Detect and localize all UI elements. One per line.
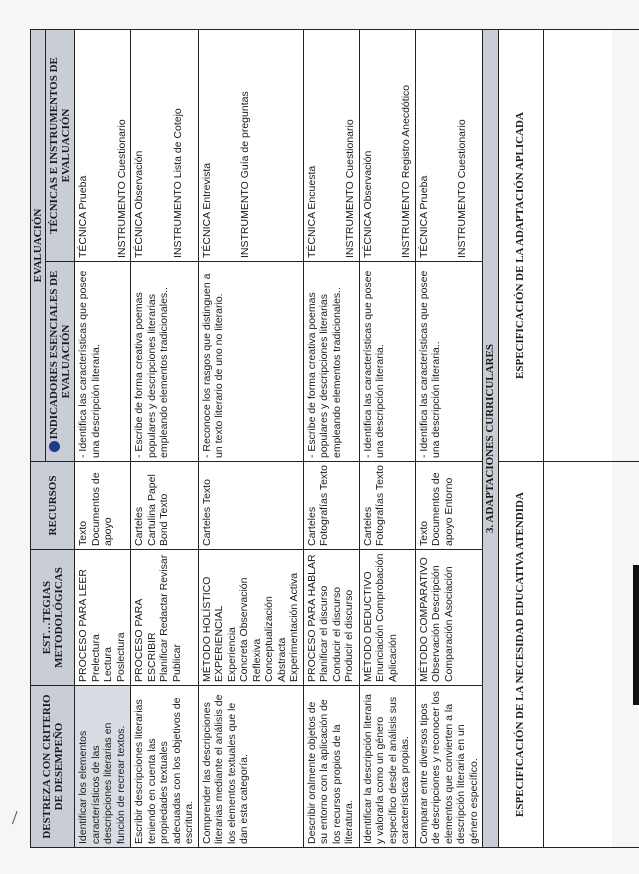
estrategia-line: Concreta Observación Reflexiva bbox=[238, 577, 263, 682]
destreza-cell: Comparar entre diversos tipos de descripciones y reconocer los elementos que convierten a la descripción literaria en un género específico. bbox=[415, 686, 483, 848]
adaptacion-cell bbox=[543, 29, 639, 461]
tecnica-label: TÉCNICA Prueba bbox=[77, 175, 89, 258]
estrategia-line: Prelectura bbox=[89, 634, 102, 682]
header-recursos: RECURSOS bbox=[31, 462, 75, 550]
recursos-cell: Carteles Fotografías Texto bbox=[303, 462, 359, 550]
indicadores-cell: - Escribe de forma creativa poemas populares y descripciones literarias empleando elementos tradicionales.. bbox=[131, 262, 199, 462]
adaptaciones-title: 3. ADAPTACIONES CURRICULARES bbox=[483, 29, 499, 847]
estrategia-line: Experimentación Activa bbox=[288, 572, 300, 682]
necesidad-cell bbox=[543, 462, 639, 848]
estrategia-line: PROCESO PARA LEER bbox=[77, 568, 89, 682]
estrategia-line: Poslectura bbox=[114, 632, 127, 682]
instrumento-label: INSTRUMENTO Lista de Cotejo bbox=[171, 108, 184, 258]
instrumento-label: INSTRUMENTO Cuestionario bbox=[456, 119, 468, 258]
destreza-cell: Escribir descripciones literarias teniendo en cuenta las propiedades textuales adecuadas con los objetivos de escritura. bbox=[131, 686, 199, 848]
table-row bbox=[131, 29, 199, 847]
table-row bbox=[303, 29, 359, 847]
spacer bbox=[213, 33, 239, 258]
destreza-cell: Identificar la descripción literaria y valorarla como un género específico desde el análisis sus características propias. bbox=[359, 686, 415, 848]
estrategias-cell bbox=[131, 550, 199, 686]
tecnica-label: TÉCNICA Observación bbox=[361, 150, 374, 258]
estrategia-line: Planificar el discurso Conducir el discurso Producir el discurso bbox=[318, 585, 355, 682]
estrategia-line: Enunciación Comprobación bbox=[374, 553, 386, 682]
spacer bbox=[318, 33, 344, 258]
spacer bbox=[374, 33, 400, 258]
header-indicadores-label: INDICADORES ESENCIALES DE EVALUACIÓN bbox=[48, 270, 72, 440]
table-row bbox=[359, 29, 415, 847]
table-row bbox=[75, 29, 131, 847]
estrategia-line: Planificar Redactar Revisar bbox=[158, 554, 170, 682]
estrategias-cell bbox=[303, 550, 359, 686]
table-body bbox=[75, 29, 483, 847]
estrategias-cell bbox=[359, 550, 415, 686]
estrategia-line: Comparación Asociación bbox=[442, 566, 455, 682]
instrumento-label: INSTRUMENTO Registro Anecdótico bbox=[400, 84, 412, 258]
estrategia-line: Conceptualización Abstracta bbox=[263, 596, 288, 682]
header-indicadores bbox=[46, 262, 75, 462]
instrumento-label: INSTRUMENTO Guía de preguntas bbox=[239, 91, 251, 258]
planning-table bbox=[30, 29, 639, 848]
tecnicas-cell bbox=[198, 29, 303, 261]
instrumento-label: INSTRUMENTO Cuestionario bbox=[115, 119, 128, 258]
estrategia-line: MÉTODO DEDUCTIVO bbox=[361, 571, 374, 682]
indicadores-cell: - Escribe de forma creativa poemas populares y descripciones literarias empleando elementos tradicionales.. bbox=[303, 262, 359, 462]
indicadores-cell: - Identifica las características que posee una descripción literaria. bbox=[75, 262, 131, 462]
indicadores-cell: - Identifica las características que posee una descripción literaria. bbox=[359, 262, 415, 462]
tecnicas-cell bbox=[75, 29, 131, 261]
adaptacion-header: ESPECIFICACIÓN DE LA ADAPTACIÓN APLICADA bbox=[498, 29, 543, 461]
recursos-cell: Carteles Cartulina Papel Bond Texto bbox=[131, 462, 199, 550]
corner-mark bbox=[12, 811, 25, 827]
tecnicas-cell bbox=[415, 29, 483, 261]
tecnica-label: TÉCNICA Encuesta bbox=[305, 165, 318, 258]
binder-edge bbox=[633, 565, 639, 705]
recursos-cell: Carteles Texto bbox=[198, 462, 303, 550]
tecnicas-cell bbox=[359, 29, 415, 261]
hole-punch-icon bbox=[49, 441, 60, 452]
indicadores-cell: - Identifica las características que posee una descripción literaria.. bbox=[415, 262, 483, 462]
estrategia-line: Publicar bbox=[170, 644, 183, 682]
recursos-cell: Carteles Fotografías Texto bbox=[359, 462, 415, 550]
estrategia-line: PROCESO PARA HABLAR bbox=[305, 554, 318, 682]
estrategias-cell bbox=[198, 550, 303, 686]
estrategias-cell bbox=[415, 550, 483, 686]
recursos-cell: Texto Documentos de apoyo bbox=[75, 462, 131, 550]
tecnicas-cell bbox=[131, 29, 199, 261]
estrategia-line: MÉTODO COMPARATIVO bbox=[417, 557, 430, 682]
tecnica-label: TÉCNICA Entrevista bbox=[200, 162, 213, 258]
estrategia-line: Observación Descripción bbox=[430, 565, 442, 682]
necesidad-header: ESPECIFICACIÓN DE LA NECESIDAD EDUCATIVA ATENDIDA bbox=[498, 462, 543, 848]
spacer bbox=[90, 33, 116, 258]
tecnicas-cell bbox=[303, 29, 359, 261]
destreza-cell: Identificar los elementos característicos de las descripciones literarias en función de recrear textos. bbox=[75, 686, 131, 848]
spacer bbox=[430, 33, 456, 258]
estrategia-line: MÉTODO HOLÍSTICO bbox=[200, 576, 213, 682]
header-estrategias: EST…TEGIAS METODOLÓGICAS bbox=[31, 550, 75, 686]
indicadores-cell: - Reconoce los rasgos que distinguen a un texto literario de uno no literario. bbox=[198, 262, 303, 462]
tecnica-label: TÉCNICA Prueba bbox=[417, 175, 430, 258]
header-tecnicas: TÉCNICAS E INSTRUMENTOS DE EVALUACIÓN bbox=[46, 29, 75, 261]
instrumento-label: INSTRUMENTO Cuestionario bbox=[344, 119, 356, 258]
spacer bbox=[146, 33, 172, 258]
estrategia-line: PROCESO PARA ESCRIBIR bbox=[133, 599, 158, 682]
estrategias-cell bbox=[75, 550, 131, 686]
destreza-cell: Describir oralmente objetos de su entorno con la aplicación de los recursos propios de la literatura. bbox=[303, 686, 359, 848]
planning-sheet bbox=[30, 30, 612, 848]
tecnica-label: TÉCNICA Observación bbox=[133, 150, 145, 258]
estrategia-line: Lectura bbox=[102, 646, 114, 682]
header-evaluacion: EVALUACIÓN bbox=[31, 29, 46, 461]
table-row bbox=[415, 29, 483, 847]
estrategia-line: EXPERIENCIAL Experiencia bbox=[213, 605, 238, 682]
recursos-cell: Texto Documentos de apoyo Entorno bbox=[415, 462, 483, 550]
destreza-cell: Comprender las descripciones literarias mediante el análisis de los elementos textuales que le dan esta categoría. bbox=[198, 686, 303, 848]
estrategia-line: Aplicación bbox=[386, 634, 399, 682]
table-row bbox=[198, 29, 303, 847]
header-destreza: DESTREZA CON CRITERIO DE DESEMPEÑO bbox=[31, 686, 75, 848]
